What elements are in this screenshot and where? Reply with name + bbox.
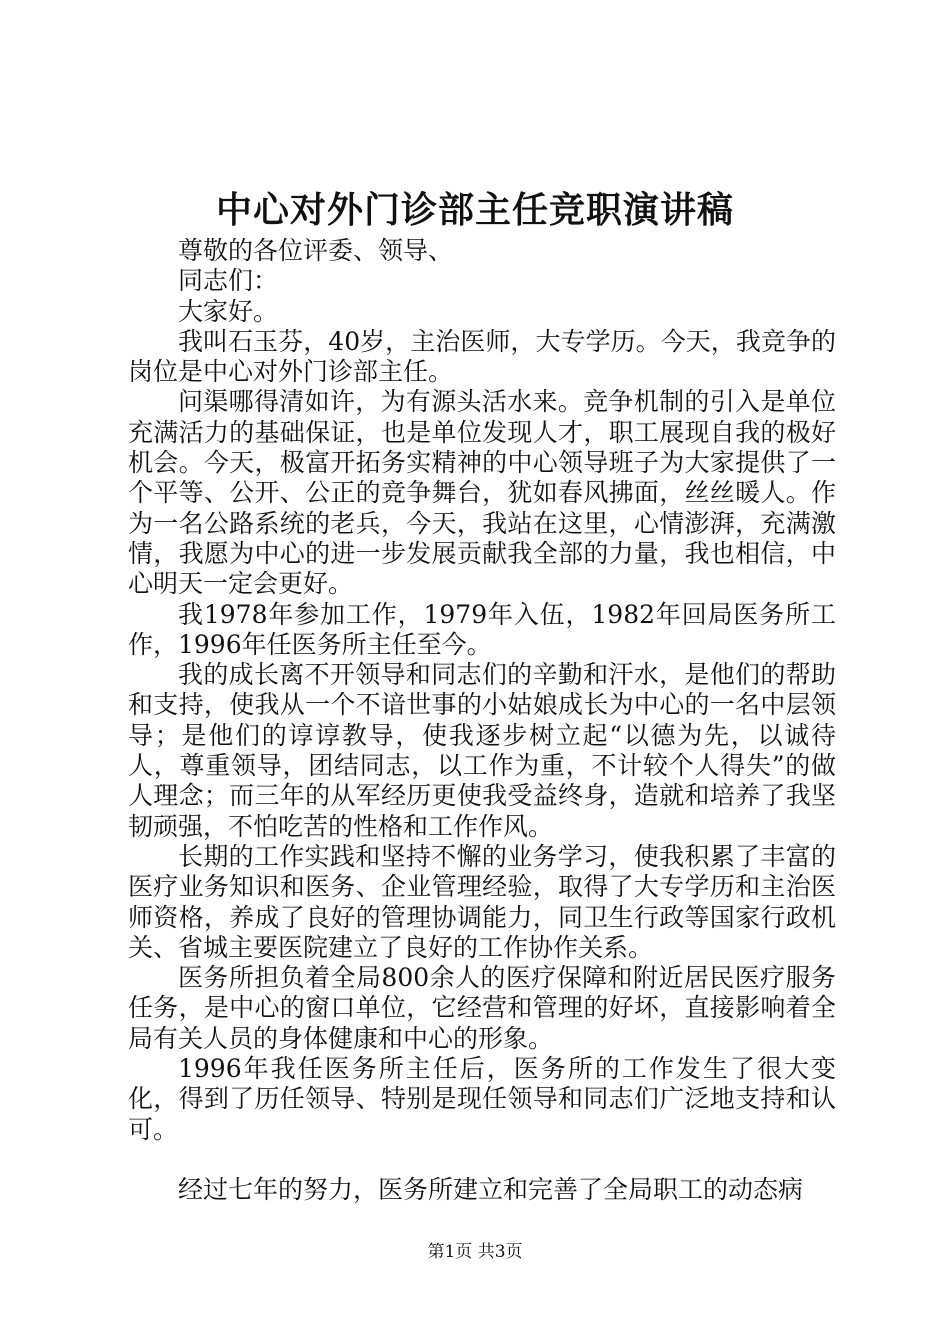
- paragraph-salutation-2: 同志们：: [178, 266, 279, 296]
- paragraph-introduction: 我叫石玉芬，40岁，主治医师，大专学历。今天，我竞争的岗位是中心对外门诊部主任。: [128, 326, 836, 387]
- document-body: [128, 236, 836, 1205]
- paragraph-greeting: 大家好。: [178, 296, 279, 326]
- paragraph-work-history: 我1978年参加工作，1979年入伍，1982年回局医务所工作，1996年任医务所主任至今。: [128, 599, 836, 659]
- paragraph-achievements: 1996年我任医务所主任后，医务所的工作发生了很大变化，得到了历任领导、特别是现任领导和同志们广泛地支持和认可。: [128, 1054, 836, 1144]
- paragraph-growth: 我的成长离不开领导和同志们的辛勤和汗水，是他们的帮助和支持，使我从一个不谙世事的小姑娘成长为中心的一名中层领导；是他们的谆谆教导，使我逐步树立起“以德为先，以诚待人，尊重领导，团结同志，以工作为重，不计较个人得失”的做人理念；而三年的从军经历更使我受益终身，造就和培养了我坚韧顽强，不怕吃苦的性格和工作作风。: [128, 660, 836, 841]
- paragraph-clinic-duties: 医务所担负着全局800余人的医疗保障和附近居民医疗服务任务，是中心的窗口单位，它经营和管理的好坏，直接影响着全局有关人员的身体健康和中心的形象。: [128, 963, 836, 1053]
- page-title: 中心对外门诊部主任竞职演讲稿: [215, 189, 734, 231]
- paragraph-experience: 长期的工作实践和坚持不懈的业务学习，使我积累了丰富的医疗业务知识和医务、企业管理经验，取得了大专学历和主治医师资格，养成了良好的管理协调能力，同卫生行政等国家行政机关、省城主要医院建立了良好的工作协作关系。: [128, 841, 836, 962]
- paragraph-continued: 经过七年的努力，医务所建立和完善了全局职工的动态病: [178, 1174, 804, 1204]
- page-number-footer: 第1页 共3页: [427, 1242, 523, 1262]
- paragraph-competition: 问渠哪得清如许，为有源头活水来。竞争机制的引入是单位充满活力的基础保证，也是单位发现人才，职工展现自我的极好机会。今天，极富开拓务实精神的中心领导班子为大家提供了一个平等、公开、公正的竞争舞台，犹如春风拂面，丝丝暖人。作为一名公路系统的老兵，今天，我站在这里，心情澎湃，充满激情，我愿为中心的进一步发展贡献我全部的力量，我也相信，中心明天一定会更好。: [128, 387, 836, 599]
- paragraph-salutation-1: 尊敬的各位评委、领导、: [178, 236, 454, 265]
